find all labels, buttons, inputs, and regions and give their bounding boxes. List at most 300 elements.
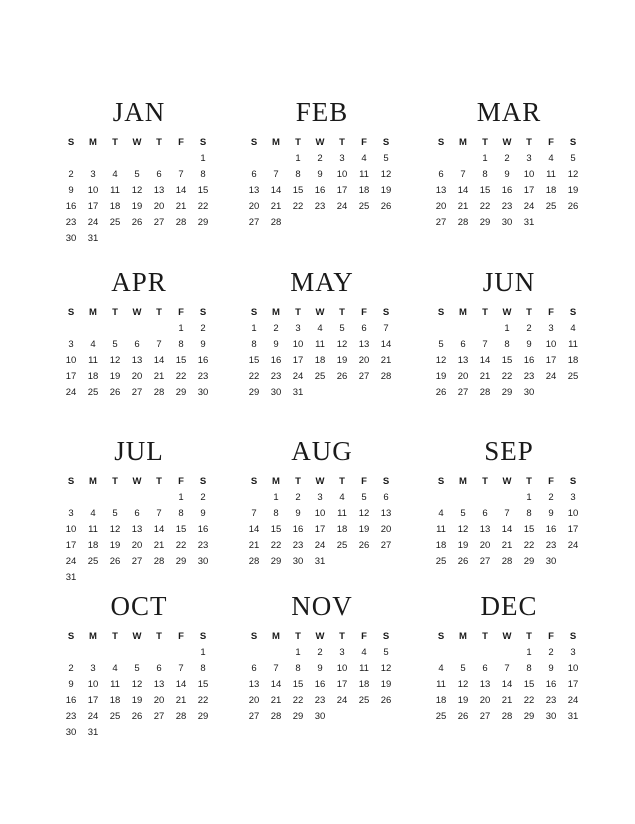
day-cell: 2 [295,492,301,503]
day-cell: 26 [457,556,469,567]
day-cell: 10 [336,663,348,674]
day-cell: 11 [110,679,120,690]
day-cell: 8 [178,508,184,519]
day-cell: 21 [501,540,513,551]
day-cell: 27 [380,540,392,551]
day-cell: 9 [504,169,510,180]
day-cell: 29 [292,711,304,722]
month-title: JUL [114,436,164,466]
day-cell: 11 [337,508,347,519]
day-cell: 18 [87,540,99,551]
day-cell: 24 [567,540,579,551]
day-cell: 15 [523,679,535,690]
day-cell: 6 [460,339,466,350]
day-cell: 14 [270,679,282,690]
day-cell: 13 [358,339,370,350]
day-cell: 3 [570,492,576,503]
day-cell: 19 [457,695,469,706]
weekday-header: S [569,307,577,318]
day-cell: 27 [435,217,447,228]
day-cell: 27 [131,556,143,567]
day-cell: 23 [65,217,77,228]
weekday-header: M [89,307,97,318]
weekday-header: W [502,476,512,487]
day-cell: 8 [526,663,532,674]
day-cell: 29 [175,387,187,398]
day-cell: 27 [153,217,165,228]
day-cell: 5 [438,339,444,350]
day-cell: 24 [523,201,535,212]
weekday-header: M [459,307,467,318]
day-cell: 18 [109,695,121,706]
day-cell: 25 [358,201,370,212]
day-cell: 21 [175,201,187,212]
day-cell: 28 [175,217,187,228]
day-cell: 6 [383,492,389,503]
day-cell: 3 [339,153,345,164]
day-cell: 20 [248,201,260,212]
weekday-header: T [526,631,532,642]
day-cell: 4 [317,323,323,334]
weekday-header: M [272,307,280,318]
weekday-header: M [89,476,97,487]
day-cell: 20 [358,355,370,366]
day-cell: 21 [270,695,282,706]
day-cell: 13 [479,524,491,535]
weekday-header: W [315,476,325,487]
day-cell: 12 [109,355,121,366]
day-cell: 4 [438,663,444,674]
day-cell: 21 [479,371,491,382]
day-cell: 3 [68,339,74,350]
day-cell: 18 [545,185,557,196]
day-cell: 12 [435,355,447,366]
day-cell: 21 [457,201,469,212]
day-cell: 27 [131,387,143,398]
weekday-header: F [178,476,184,487]
day-cell: 11 [110,185,120,196]
day-cell: 24 [65,387,77,398]
day-cell: 16 [292,524,304,535]
day-cell: 28 [380,371,392,382]
day-cell: 17 [567,679,579,690]
day-cell: 28 [457,217,469,228]
day-cell: 29 [248,387,260,398]
day-cell: 25 [87,387,99,398]
day-cell: 2 [317,153,323,164]
day-cell: 18 [109,201,121,212]
weekday-header: F [361,476,367,487]
weekday-header: S [569,631,577,642]
day-cell: 16 [314,679,326,690]
day-cell: 12 [131,185,143,196]
day-cell: 11 [436,524,446,535]
day-cell: 21 [270,201,282,212]
day-cell: 24 [336,695,348,706]
weekday-header: F [548,307,554,318]
weekday-header: W [132,631,142,642]
day-cell: 6 [482,663,488,674]
day-cell: 21 [248,540,260,551]
day-cell: 17 [87,201,99,212]
day-cell: 27 [479,556,491,567]
day-cell: 22 [501,371,513,382]
day-cell: 6 [156,169,162,180]
day-cell: 16 [65,201,77,212]
day-cell: 10 [336,169,348,180]
day-cell: 5 [112,339,118,350]
day-cell: 14 [175,185,187,196]
day-cell: 31 [87,233,99,244]
day-cell: 2 [548,647,554,658]
day-cell: 13 [435,185,447,196]
weekday-header: W [502,137,512,148]
day-cell: 13 [131,355,143,366]
day-cell: 30 [523,387,535,398]
day-cell: 8 [295,169,301,180]
weekday-header: F [548,631,554,642]
day-cell: 18 [336,524,348,535]
month-title: JUN [482,267,536,297]
day-cell: 4 [438,508,444,519]
day-cell: 13 [380,508,392,519]
weekday-header: S [569,476,577,487]
day-cell: 5 [134,169,140,180]
day-cell: 25 [435,556,447,567]
weekday-header: T [339,137,345,148]
day-cell: 15 [175,355,187,366]
day-cell: 8 [200,663,206,674]
day-cell: 27 [153,711,165,722]
day-cell: 1 [295,647,301,658]
day-cell: 7 [383,323,389,334]
day-cell: 15 [197,185,209,196]
weekday-header: W [502,307,512,318]
day-cell: 14 [457,185,469,196]
day-cell: 10 [65,524,77,535]
weekday-header: T [156,137,162,148]
weekday-header: S [382,307,390,318]
day-cell: 22 [197,695,209,706]
weekday-header: S [382,476,390,487]
weekday-header: W [502,631,512,642]
day-cell: 14 [501,679,513,690]
day-cell: 5 [570,153,576,164]
day-cell: 6 [156,663,162,674]
day-cell: 1 [178,323,184,334]
day-cell: 23 [65,711,77,722]
day-cell: 26 [336,371,348,382]
day-cell: 1 [273,492,279,503]
month-title: FEB [295,97,349,127]
day-cell: 28 [270,217,282,228]
day-cell: 30 [270,387,282,398]
day-cell: 17 [65,371,77,382]
day-cell: 3 [339,647,345,658]
weekday-header: F [178,137,184,148]
day-cell: 15 [248,355,260,366]
day-cell: 26 [109,556,121,567]
day-cell: 6 [251,663,257,674]
day-cell: 20 [248,695,260,706]
weekday-header: S [250,137,258,148]
day-cell: 19 [567,185,579,196]
day-cell: 17 [567,524,579,535]
day-cell: 22 [197,201,209,212]
day-cell: 8 [526,508,532,519]
day-cell: 20 [380,524,392,535]
day-cell: 24 [336,201,348,212]
weekday-header: M [272,476,280,487]
day-cell: 24 [87,217,99,228]
day-cell: 8 [273,508,279,519]
day-cell: 4 [361,647,367,658]
month-title: MAR [476,97,542,127]
day-cell: 8 [504,339,510,350]
day-cell: 7 [482,339,488,350]
day-cell: 15 [197,679,209,690]
weekday-header: S [67,476,75,487]
day-cell: 8 [200,169,206,180]
weekday-header: S [250,476,258,487]
day-cell: 29 [501,387,513,398]
day-cell: 28 [479,387,491,398]
day-cell: 2 [200,492,206,503]
weekday-header: W [315,137,325,148]
weekday-header: S [199,137,207,148]
weekday-header: T [482,476,488,487]
day-cell: 22 [523,540,535,551]
day-cell: 18 [314,355,326,366]
day-cell: 1 [178,492,184,503]
weekday-header: T [526,307,532,318]
day-cell: 20 [479,695,491,706]
day-cell: 16 [523,355,535,366]
day-cell: 26 [380,695,392,706]
day-cell: 16 [65,695,77,706]
day-cell: 26 [380,201,392,212]
day-cell: 18 [435,695,447,706]
day-cell: 6 [438,169,444,180]
day-cell: 28 [270,711,282,722]
day-cell: 23 [270,371,282,382]
day-cell: 15 [523,524,535,535]
day-cell: 2 [273,323,279,334]
day-cell: 6 [134,508,140,519]
weekday-header: F [178,307,184,318]
day-cell: 28 [501,556,513,567]
day-cell: 30 [197,387,209,398]
weekday-header: S [199,476,207,487]
day-cell: 12 [109,524,121,535]
day-cell: 28 [153,387,165,398]
day-cell: 5 [383,153,389,164]
day-cell: 19 [109,540,121,551]
weekday-header: S [437,631,445,642]
month-title: APR [111,267,167,297]
day-cell: 23 [545,695,557,706]
day-cell: 25 [109,711,121,722]
day-cell: 19 [358,524,370,535]
day-cell: 10 [567,508,579,519]
day-cell: 14 [501,524,513,535]
day-cell: 9 [200,339,206,350]
day-cell: 29 [479,217,491,228]
weekday-header: T [339,307,345,318]
day-cell: 14 [153,355,165,366]
day-cell: 14 [479,355,491,366]
day-cell: 19 [457,540,469,551]
day-cell: 31 [567,711,579,722]
day-cell: 4 [112,663,118,674]
day-cell: 12 [457,679,469,690]
day-cell: 26 [358,540,370,551]
month-title: SEP [484,436,534,466]
day-cell: 1 [526,492,532,503]
day-cell: 1 [504,323,510,334]
day-cell: 2 [200,323,206,334]
day-cell: 1 [295,153,301,164]
weekday-header: S [437,137,445,148]
day-cell: 25 [87,556,99,567]
day-cell: 29 [197,217,209,228]
day-cell: 9 [548,663,554,674]
weekday-header: S [199,307,207,318]
weekday-header: T [112,631,118,642]
day-cell: 13 [479,679,491,690]
day-cell: 23 [545,540,557,551]
day-cell: 16 [501,185,513,196]
day-cell: 18 [358,679,370,690]
day-cell: 23 [314,695,326,706]
day-cell: 23 [292,540,304,551]
day-cell: 5 [361,492,367,503]
day-cell: 14 [380,339,392,350]
day-cell: 25 [109,217,121,228]
day-cell: 21 [380,355,392,366]
day-cell: 25 [435,711,447,722]
day-cell: 5 [339,323,345,334]
weekday-header: T [482,137,488,148]
day-cell: 13 [457,355,469,366]
day-cell: 7 [273,663,279,674]
month-title: MAY [290,267,354,297]
day-cell: 14 [270,185,282,196]
day-cell: 5 [134,663,140,674]
day-cell: 4 [112,169,118,180]
day-cell: 9 [526,339,532,350]
day-cell: 11 [546,169,556,180]
day-cell: 19 [380,185,392,196]
day-cell: 5 [460,508,466,519]
weekday-header: M [459,137,467,148]
day-cell: 6 [482,508,488,519]
day-cell: 22 [479,201,491,212]
day-cell: 30 [292,556,304,567]
day-cell: 11 [436,679,446,690]
day-cell: 29 [270,556,282,567]
day-cell: 5 [112,508,118,519]
day-cell: 24 [314,540,326,551]
day-cell: 11 [359,169,369,180]
weekday-header: T [112,137,118,148]
day-cell: 9 [295,508,301,519]
day-cell: 7 [460,169,466,180]
month-title: NOV [291,591,353,621]
weekday-header: T [339,631,345,642]
day-cell: 19 [380,679,392,690]
day-cell: 13 [153,185,165,196]
day-cell: 1 [200,153,206,164]
day-cell: 3 [526,153,532,164]
day-cell: 19 [131,201,143,212]
weekday-header: S [199,631,207,642]
weekday-header: S [437,476,445,487]
day-cell: 8 [178,339,184,350]
day-cell: 7 [504,663,510,674]
day-cell: 20 [131,540,143,551]
day-cell: 9 [68,679,74,690]
day-cell: 11 [359,663,369,674]
weekday-header: T [295,307,301,318]
day-cell: 7 [178,663,184,674]
day-cell: 31 [87,727,99,738]
day-cell: 23 [197,371,209,382]
day-cell: 29 [197,711,209,722]
day-cell: 1 [200,647,206,658]
day-cell: 30 [501,217,513,228]
day-cell: 15 [479,185,491,196]
weekday-header: S [67,307,75,318]
day-cell: 20 [457,371,469,382]
day-cell: 17 [523,185,535,196]
day-cell: 6 [134,339,140,350]
weekday-header: W [315,631,325,642]
day-cell: 28 [175,711,187,722]
day-cell: 14 [175,679,187,690]
day-cell: 26 [435,387,447,398]
day-cell: 2 [68,169,74,180]
day-cell: 17 [545,355,557,366]
day-cell: 28 [501,711,513,722]
day-cell: 11 [88,355,98,366]
day-cell: 4 [548,153,554,164]
day-cell: 7 [251,508,257,519]
weekday-header: T [112,476,118,487]
day-cell: 23 [523,371,535,382]
weekday-header: S [67,137,75,148]
day-cell: 16 [197,355,209,366]
weekday-header: M [272,631,280,642]
day-cell: 2 [526,323,532,334]
day-cell: 22 [248,371,260,382]
weekday-header: M [89,137,97,148]
day-cell: 18 [358,185,370,196]
day-cell: 2 [504,153,510,164]
weekday-header: T [526,476,532,487]
day-cell: 7 [156,339,162,350]
day-cell: 7 [504,508,510,519]
day-cell: 8 [482,169,488,180]
day-cell: 15 [292,185,304,196]
day-cell: 4 [90,508,96,519]
day-cell: 1 [526,647,532,658]
weekday-header: T [482,631,488,642]
weekday-header: F [361,137,367,148]
weekday-header: T [339,476,345,487]
day-cell: 24 [545,371,557,382]
weekday-header: F [548,476,554,487]
